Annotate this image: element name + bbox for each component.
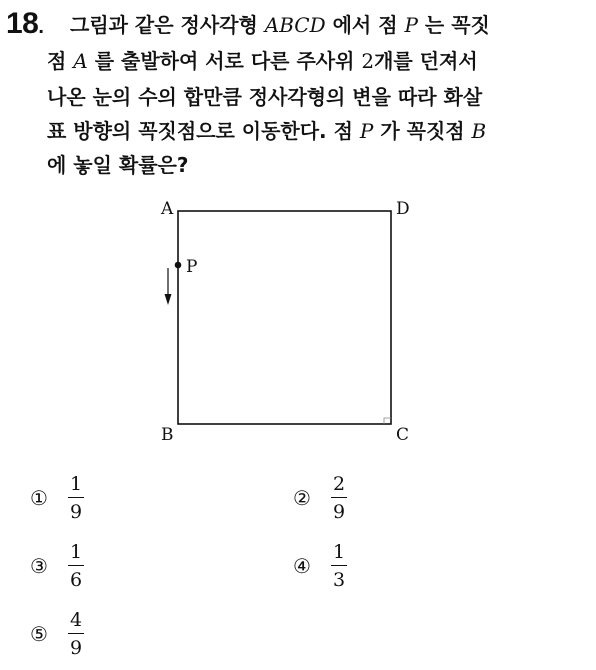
math-square-abcd: ABCD bbox=[264, 13, 326, 37]
vertex-label-b: B bbox=[161, 425, 174, 445]
question-line-1-text-b: 에서 점 bbox=[325, 13, 405, 37]
question-line-4-text-a: 표 방향의 꼭짓점으로 이동한다. 점 bbox=[47, 119, 360, 143]
choice-1-denominator: 9 bbox=[69, 501, 83, 523]
choice-3-numerator: 1 bbox=[69, 541, 83, 563]
question-line-3-text: 나온 눈의 수의 합만큼 정사각형의 변을 따라 화살 bbox=[47, 85, 483, 109]
question-number-dot: . bbox=[38, 16, 44, 38]
choice-4-numerator: 1 bbox=[332, 541, 346, 563]
choice-4-denominator: 3 bbox=[332, 569, 346, 591]
choice-1-marker: ① bbox=[30, 486, 48, 510]
point-p-dot bbox=[175, 262, 182, 269]
question-line-1-text-c: 는 꼭짓 bbox=[417, 13, 490, 37]
point-label-p: P bbox=[186, 257, 198, 277]
math-number-2: 2 bbox=[361, 49, 375, 73]
choice-3-fraction-bar bbox=[68, 565, 84, 566]
question-line-2-text-b: 를 출발하여 서로 다른 주사위 bbox=[87, 49, 362, 73]
choice-3-fraction bbox=[68, 540, 84, 592]
question-line-5-text: 에 놓일 확률은? bbox=[47, 153, 189, 177]
right-angle-mark bbox=[384, 418, 391, 424]
choice-2-marker: ② bbox=[293, 486, 311, 510]
question-line-2-text-c: 개를 던져서 bbox=[374, 49, 478, 73]
choice-5-denominator: 9 bbox=[69, 637, 83, 659]
choice-1-fraction-bar bbox=[68, 497, 84, 498]
question-number-text: 18 bbox=[6, 7, 39, 40]
choice-2-fraction-bar bbox=[331, 497, 347, 498]
choice-1-fraction bbox=[68, 472, 84, 524]
choice-4-fraction bbox=[331, 540, 347, 592]
choice-5-fraction-bar bbox=[68, 633, 84, 634]
choice-2-numerator: 2 bbox=[332, 473, 346, 495]
choice-3-marker: ③ bbox=[30, 554, 48, 578]
choice-2-denominator: 9 bbox=[332, 501, 346, 523]
square-abcd bbox=[178, 211, 391, 424]
math-point-p: P bbox=[404, 13, 418, 37]
choice-4-marker: ④ bbox=[293, 554, 311, 578]
choice-3-denominator: 6 bbox=[69, 569, 83, 591]
choice-1-numerator: 1 bbox=[69, 473, 83, 495]
math-point-p-2: P bbox=[359, 119, 374, 143]
vertex-label-a: A bbox=[161, 199, 174, 219]
choice-2-fraction bbox=[331, 472, 347, 524]
math-vertex-b: B bbox=[471, 119, 487, 143]
question-line-4-text-b: 가 꼭짓점 bbox=[373, 119, 472, 143]
question-line-2-text-a: 점 bbox=[47, 49, 74, 73]
choice-5-marker: ⑤ bbox=[30, 622, 48, 646]
vertex-label-d: D bbox=[396, 199, 410, 219]
choice-4-fraction-bar bbox=[331, 565, 347, 566]
vertex-label-c: C bbox=[396, 425, 410, 445]
math-vertex-a: A bbox=[73, 49, 88, 73]
choice-5-fraction bbox=[68, 608, 84, 660]
question-line-1-text-a: 그림과 같은 정사각형 bbox=[70, 13, 265, 37]
direction-arrow-icon bbox=[165, 294, 172, 305]
choice-5-numerator: 4 bbox=[69, 609, 83, 631]
